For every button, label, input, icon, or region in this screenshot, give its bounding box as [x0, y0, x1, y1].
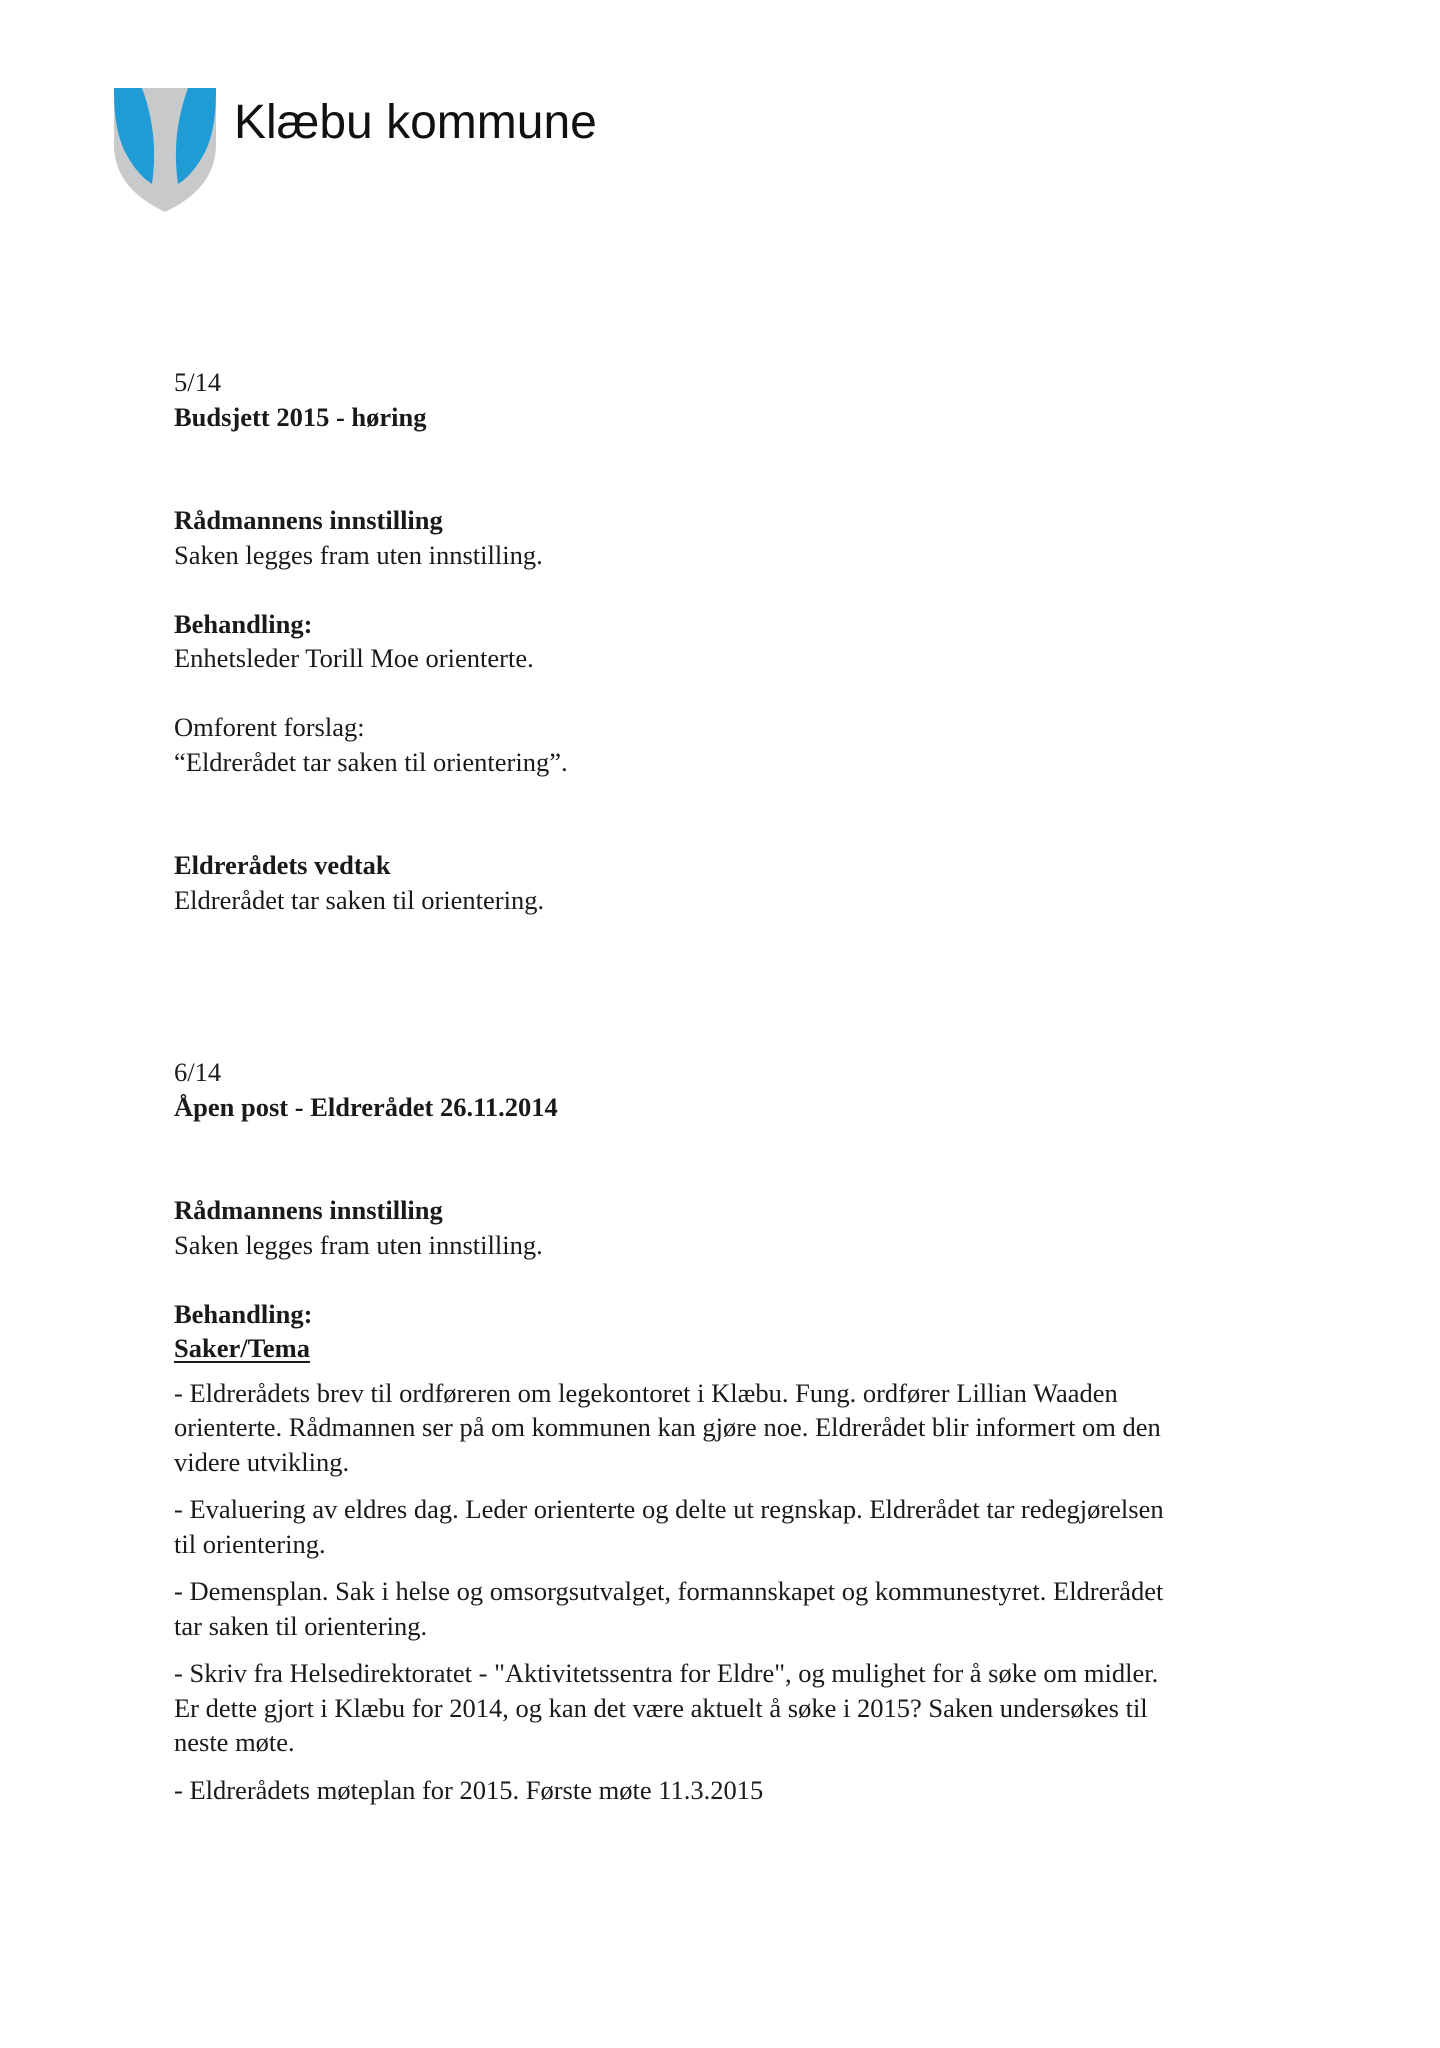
- case-6-section: [174, 1055, 1284, 1807]
- topic-line: neste møte.: [174, 1727, 295, 1757]
- treatment-heading: Behandling:: [174, 1298, 313, 1329]
- case-title: Åpen post - Eldrerådet 26.11.2014: [174, 1091, 558, 1122]
- topic-line: - Eldrerådets brev til ordføreren om legekontoret i Klæbu. Fung. ordfører Lillian Waaden: [174, 1377, 1118, 1408]
- topic-item: [174, 1773, 1284, 1808]
- recommendation-text: Saken legges fram uten innstilling.: [174, 539, 543, 570]
- treatment-text: Enhetsleder Torill Moe orienterte.: [174, 643, 534, 673]
- topic-item: [174, 1656, 1284, 1760]
- proposal-text: “Eldrerådet tar saken til orientering”.: [174, 746, 568, 777]
- topic-item: [174, 1574, 1284, 1643]
- recommendation-heading: Rådmannens innstilling: [174, 505, 443, 535]
- topic-line: til orientering.: [174, 1528, 326, 1559]
- municipality-crest-logo: [112, 86, 218, 214]
- recommendation-heading: Rådmannens innstilling: [174, 1195, 443, 1225]
- topic-line: - Eldrerådets møteplan for 2015. Første møte 11.3.2015: [174, 1774, 764, 1805]
- topic-line: videre utvikling.: [174, 1446, 350, 1477]
- topic-line: Er dette gjort i Klæbu for 2014, og kan det være aktuelt å søke i 2015? Saken undersøkes til: [174, 1692, 1148, 1723]
- minutes-body: [174, 365, 1284, 1807]
- topic-item: [174, 1376, 1284, 1480]
- topic-line: - Skriv fra Helsedirektoratet - "Aktivitetssentra for Eldre", og mulighet for å søke om midler.: [174, 1658, 1159, 1688]
- topic-line: - Evaluering av eldres dag. Leder orienterte og delte ut regnskap. Eldrerådet tar redegjørelsen: [174, 1494, 1164, 1524]
- municipality-name: Klæbu kommune: [234, 96, 597, 149]
- proposal-label: Omforent forslag:: [174, 712, 365, 742]
- topic-line: - Demensplan. Sak i helse og omsorgsutvalget, formannskapet og kommunestyret. Eldrerådet: [174, 1576, 1164, 1606]
- case-5-section: [174, 365, 1284, 917]
- decision-heading: Eldrerådets vedtak: [174, 850, 391, 880]
- decision-text: Eldrerådet tar saken til orientering.: [174, 884, 545, 915]
- letterhead: [112, 86, 712, 216]
- case-title: Budsjett 2015 - høring: [174, 401, 427, 432]
- case-number: 6/14: [174, 1057, 222, 1087]
- treatment-heading: Behandling:: [174, 608, 313, 639]
- recommendation-text: Saken legges fram uten innstilling.: [174, 1229, 543, 1260]
- topic-line: orienterte. Rådmannen ser på om kommunen kan gjøre noe. Eldrerådet blir informert om den: [174, 1412, 1161, 1442]
- topic-line: tar saken til orientering.: [174, 1610, 428, 1641]
- topics-heading: Saker/Tema: [174, 1333, 310, 1363]
- topic-item: [174, 1492, 1284, 1561]
- case-number: 5/14: [174, 367, 222, 397]
